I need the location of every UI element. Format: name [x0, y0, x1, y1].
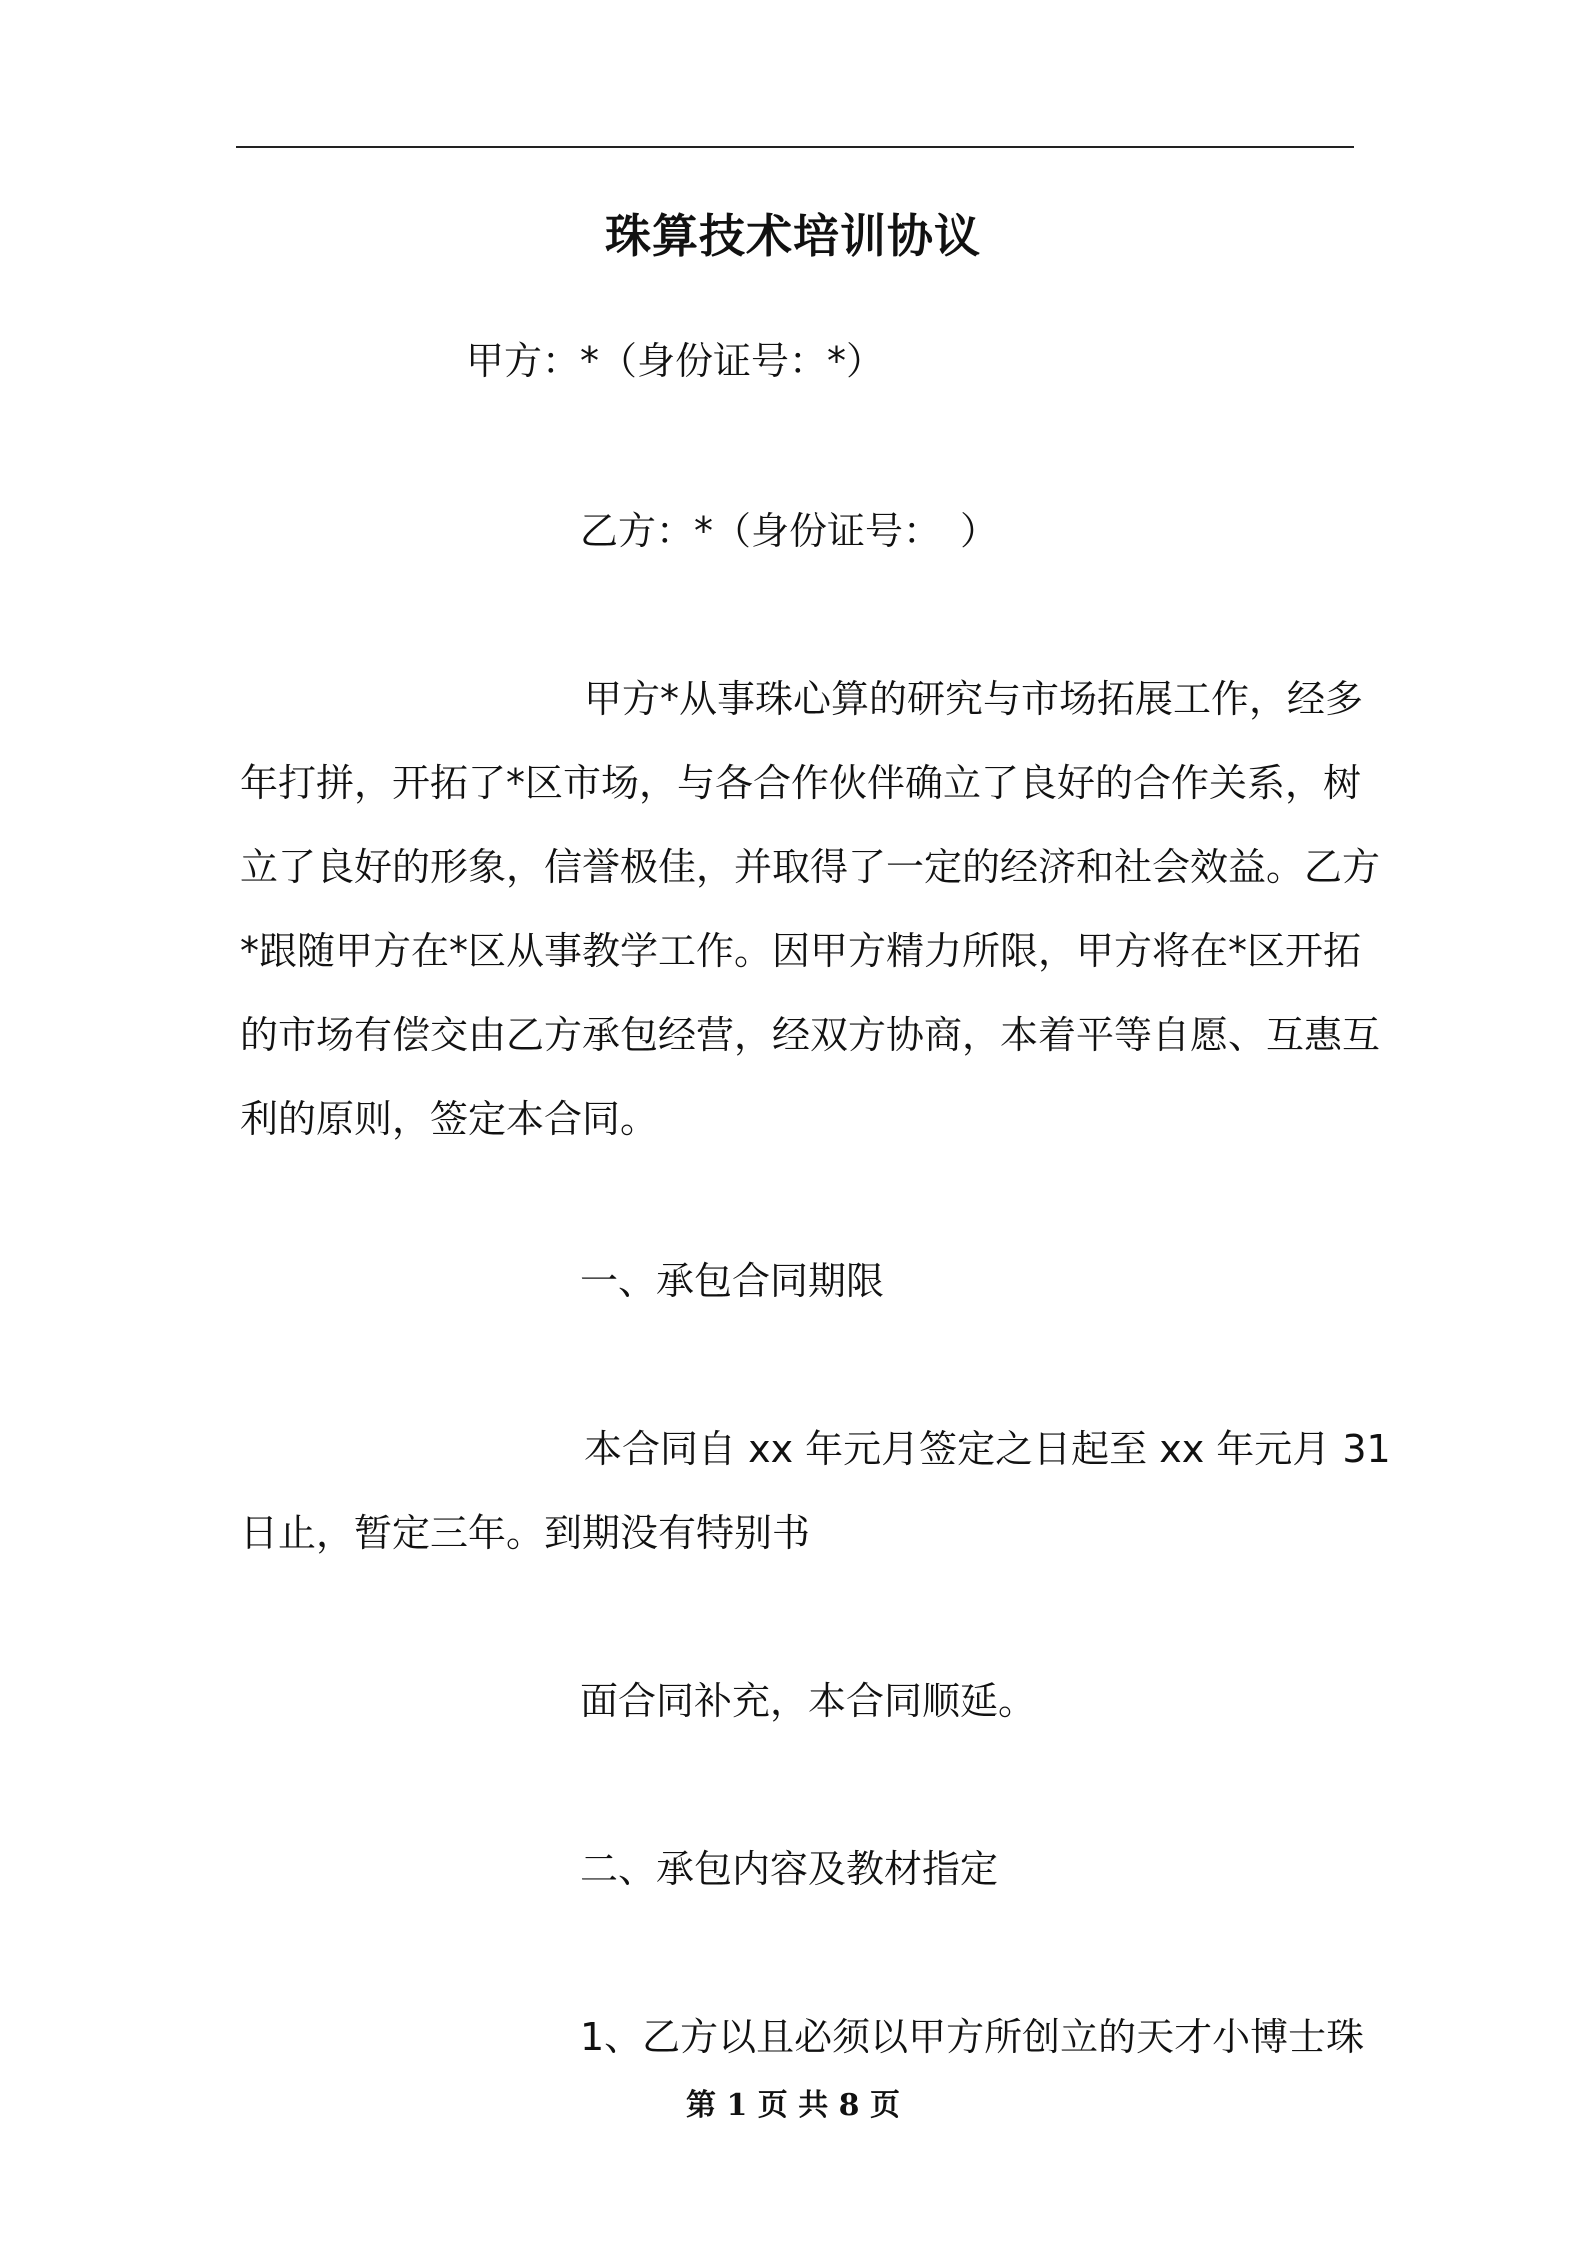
- intro-line-6: 利的原则，签定本合同。: [240, 1097, 659, 1141]
- term-line-2: 日止，暂定三年。到期没有特别书: [240, 1511, 811, 1555]
- section-1-heading: 一、承包合同期限: [580, 1259, 885, 1303]
- party-b-line: 乙方：*（身份证号： ）: [580, 509, 999, 553]
- page-number-label: 第 1 页 共 8 页: [686, 2088, 900, 2123]
- intro-line-2: 年打拼，开拓了*区市场，与各合作伙伴确立了良好的合作关系，树: [240, 761, 1362, 805]
- section-2-heading: 二、承包内容及教材指定: [580, 1847, 999, 1891]
- item-1-line: 1、乙方以且必须以甲方所创立的天才小博士珠: [580, 2015, 1365, 2059]
- term-continuation: 面合同补充，本合同顺延。: [580, 1679, 1037, 1723]
- intro-line-3: 立了良好的形象，信誉极佳，并取得了一定的经济和社会效益。乙方: [240, 845, 1381, 889]
- intro-line-5: 的市场有偿交由乙方承包经营，经双方协商，本着平等自愿、互惠互: [240, 1013, 1381, 1057]
- header-divider: [236, 146, 1354, 148]
- party-a-line: 甲方：*（身份证号：*）: [466, 339, 885, 383]
- document-title: 珠算技术培训协议: [605, 209, 981, 263]
- intro-line-4: *跟随甲方在*区从事教学工作。因甲方精力所限，甲方将在*区开拓: [240, 929, 1362, 973]
- intro-line-1: 甲方*从事珠心算的研究与市场拓展工作，经多: [584, 677, 1364, 721]
- term-line-1: 本合同自 xx 年元月签定之日起至 xx 年元月 31: [584, 1427, 1391, 1471]
- page-number-footer: [0, 2086, 1586, 2126]
